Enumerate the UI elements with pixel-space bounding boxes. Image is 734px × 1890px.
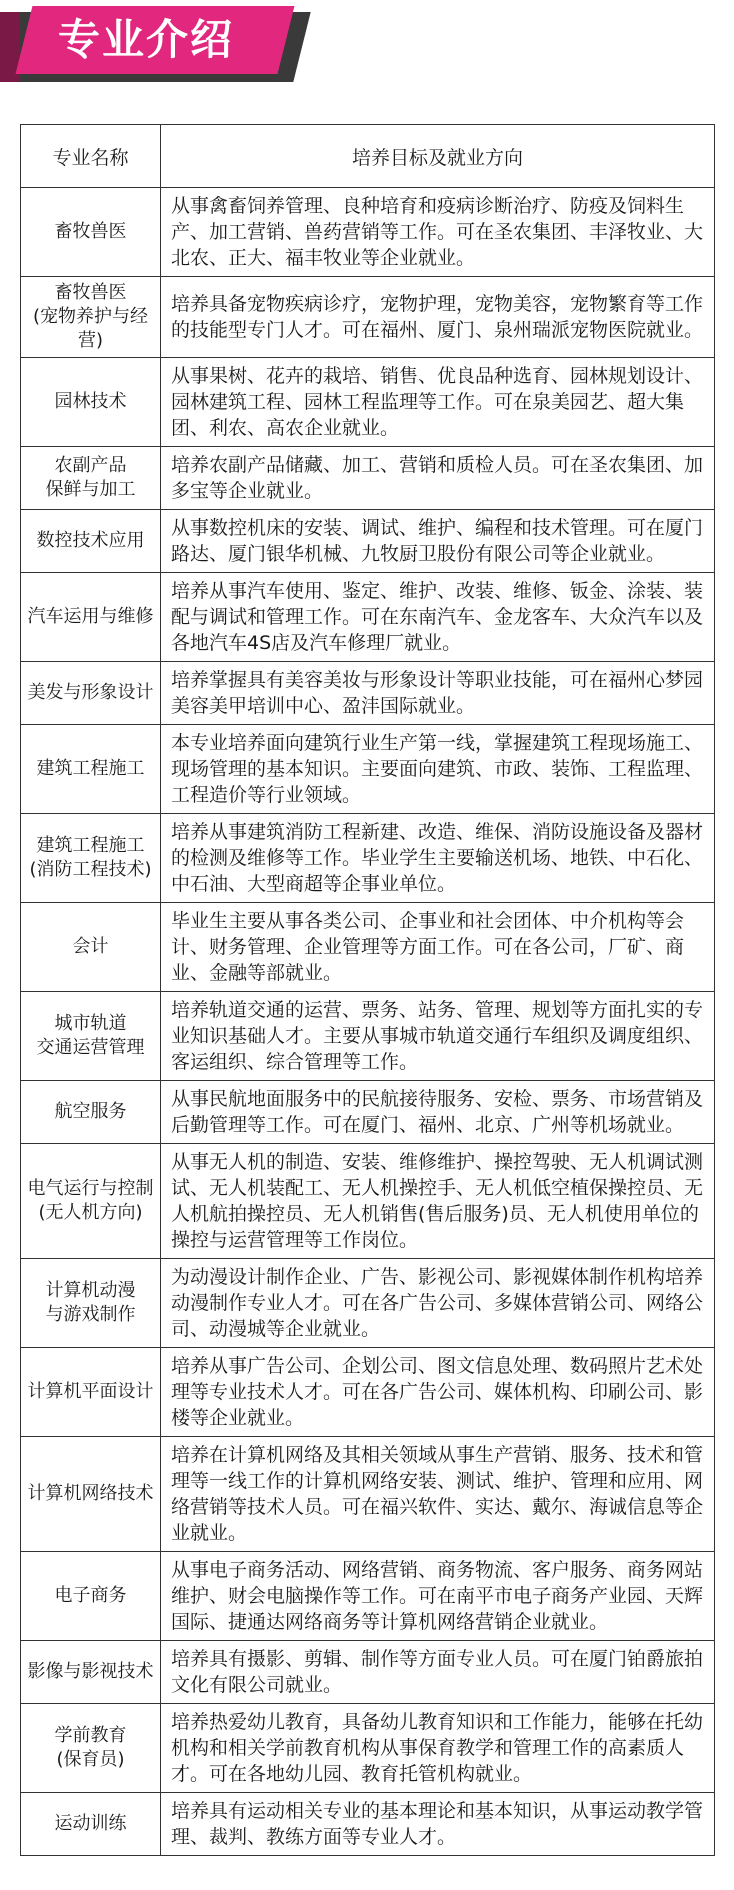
major-name: 畜牧兽医 xyxy=(21,188,161,277)
major-name: 园林技术 xyxy=(21,358,161,447)
major-name: 会计 xyxy=(21,903,161,992)
major-name: 航空服务 xyxy=(21,1081,161,1144)
major-name: 计算机网络技术 xyxy=(21,1437,161,1552)
major-name: 建筑工程施工 (消防工程技术) xyxy=(21,814,161,903)
page-title: 专业介绍 xyxy=(58,15,235,64)
major-description: 培养农副产品储藏、加工、营销和质检人员。可在圣农集团、加多宝等企业就业。 xyxy=(161,447,715,510)
major-description: 从事禽畜饲养管理、良种培育和疫病诊断治疗、防疫及饲料生产、加工营销、兽药营销等工作。可在圣农集团、丰泽牧业、大北农、正大、福丰牧业等企业就业。 xyxy=(161,188,715,277)
table-row xyxy=(21,1704,715,1793)
major-name: 畜牧兽医 (宠物养护与经营) xyxy=(21,277,161,358)
major-name: 建筑工程施工 xyxy=(21,725,161,814)
major-name: 美发与形象设计 xyxy=(21,662,161,725)
major-description: 本专业培养面向建筑行业生产第一线，掌握建筑工程现场施工、现场管理的基本知识。主要面向建筑、市政、装饰、工程监理、工程造价等行业领域。 xyxy=(161,725,715,814)
major-name: 电子商务 xyxy=(21,1552,161,1641)
major-description: 培养具备宠物疾病诊疗，宠物护理，宠物美容，宠物繁育等工作的技能型专门人才。可在福州、厦门、泉州瑞派宠物医院就业。 xyxy=(161,277,715,358)
major-description: 培养具有运动相关专业的基本理论和基本知识，从事运动教学管理、裁判、教练方面等专业人才。 xyxy=(161,1793,715,1856)
table-header-row xyxy=(21,125,715,188)
major-name: 影像与影视技术 xyxy=(21,1641,161,1704)
table-row xyxy=(21,1348,715,1437)
major-description: 培养从事建筑消防工程新建、改造、维保、消防设施设备及器材的检测及维修等工作。毕业学生主要输送机场、地铁、中石化、中石油、大型商超等企事业单位。 xyxy=(161,814,715,903)
major-name: 农副产品 保鲜与加工 xyxy=(21,447,161,510)
major-description: 培养掌握具有美容美妆与形象设计等职业技能，可在福州心梦园美容美甲培训中心、盈沣国际就业。 xyxy=(161,662,715,725)
header-major-name: 专业名称 xyxy=(21,125,161,188)
table-row xyxy=(21,1259,715,1348)
table-row xyxy=(21,277,715,358)
major-name: 计算机动漫 与游戏制作 xyxy=(21,1259,161,1348)
major-description: 培养在计算机网络及其相关领域从事生产营销、服务、技术和管理等一线工作的计算机网络安装、测试、维护、管理和应用、网络营销等技术人员。可在福兴软件、实达、戴尔、海诚信息等企业就业。 xyxy=(161,1437,715,1552)
table-row xyxy=(21,188,715,277)
table-row xyxy=(21,447,715,510)
majors-table xyxy=(20,124,715,1856)
major-description: 毕业生主要从事各类公司、企事业和社会团体、中介机构等会计、财务管理、企业管理等方面工作。可在各公司，厂矿、商业、金融等部就业。 xyxy=(161,903,715,992)
table-row xyxy=(21,510,715,573)
major-description: 从事电子商务活动、网络营销、商务物流、客户服务、商务网站维护、财会电脑操作等工作。可在南平市电子商务产业园、天辉国际、捷通达网络商务等计算机网络营销企业就业。 xyxy=(161,1552,715,1641)
major-description: 为动漫设计制作企业、广告、影视公司、影视媒体制作机构培养动漫制作专业人才。可在各广告公司、多媒体营销公司、网络公司、动漫城等企业就业。 xyxy=(161,1259,715,1348)
major-description: 培养具有摄影、剪辑、制作等方面专业人员。可在厦门铂爵旅拍文化有限公司就业。 xyxy=(161,1641,715,1704)
major-description: 从事民航地面服务中的民航接待服务、安检、票务、市场营销及后勤管理等工作。可在厦门、福州、北京、广州等机场就业。 xyxy=(161,1081,715,1144)
major-description: 培养从事汽车使用、鉴定、维护、改装、维修、钣金、涂装、装配与调试和管理工作。可在东南汽车、金龙客车、大众汽车以及各地汽车4S店及汽车修理厂就业。 xyxy=(161,573,715,662)
table-row xyxy=(21,992,715,1081)
major-name: 城市轨道 交通运营管理 xyxy=(21,992,161,1081)
major-description: 培养轨道交通的运营、票务、站务、管理、规划等方面扎实的专业知识基础人才。主要从事城市轨道交通行车组织及调度组织、客运组织、综合管理等工作。 xyxy=(161,992,715,1081)
table-row xyxy=(21,1793,715,1856)
table-row xyxy=(21,1081,715,1144)
major-name: 汽车运用与维修 xyxy=(21,573,161,662)
header-goal-career: 培养目标及就业方向 xyxy=(161,125,715,188)
table-row xyxy=(21,903,715,992)
title-banner xyxy=(0,0,734,110)
table-row xyxy=(21,1552,715,1641)
table-row xyxy=(21,725,715,814)
major-description: 培养从事广告公司、企划公司、图文信息处理、数码照片艺术处理等专业技术人才。可在各广告公司、媒体机构、印刷公司、影楼等企业就业。 xyxy=(161,1348,715,1437)
major-description: 培养热爱幼儿教育，具备幼儿教育知识和工作能力，能够在托幼机构和相关学前教育机构从事保育教学和管理工作的高素质人才。可在各地幼儿园、教育托管机构就业。 xyxy=(161,1704,715,1793)
major-name: 学前教育 (保育员) xyxy=(21,1704,161,1793)
major-name: 电气运行与控制 (无人机方向) xyxy=(21,1144,161,1259)
major-description: 从事数控机床的安装、调试、维护、编程和技术管理。可在厦门路达、厦门银华机械、九牧厨卫股份有限公司等企业就业。 xyxy=(161,510,715,573)
table-row xyxy=(21,814,715,903)
major-name: 数控技术应用 xyxy=(21,510,161,573)
table-row xyxy=(21,1144,715,1259)
major-description: 从事果树、花卉的栽培、销售、优良品种选育、园林规划设计、园林建筑工程、园林工程监理等工作。可在泉美园艺、超大集团、利农、高农企业就业。 xyxy=(161,358,715,447)
table-row xyxy=(21,358,715,447)
table-row xyxy=(21,1641,715,1704)
table-row xyxy=(21,662,715,725)
table-row xyxy=(21,1437,715,1552)
table-row xyxy=(21,573,715,662)
major-name: 运动训练 xyxy=(21,1793,161,1856)
major-name: 计算机平面设计 xyxy=(21,1348,161,1437)
major-description: 从事无人机的制造、安装、维修维护、操控驾驶、无人机调试测试、无人机装配工、无人机操控手、无人机低空植保操控员、无人机航拍操控员、无人机销售(售后服务)员、无人机使用单位的操控与运营管理等工作岗位。 xyxy=(161,1144,715,1259)
